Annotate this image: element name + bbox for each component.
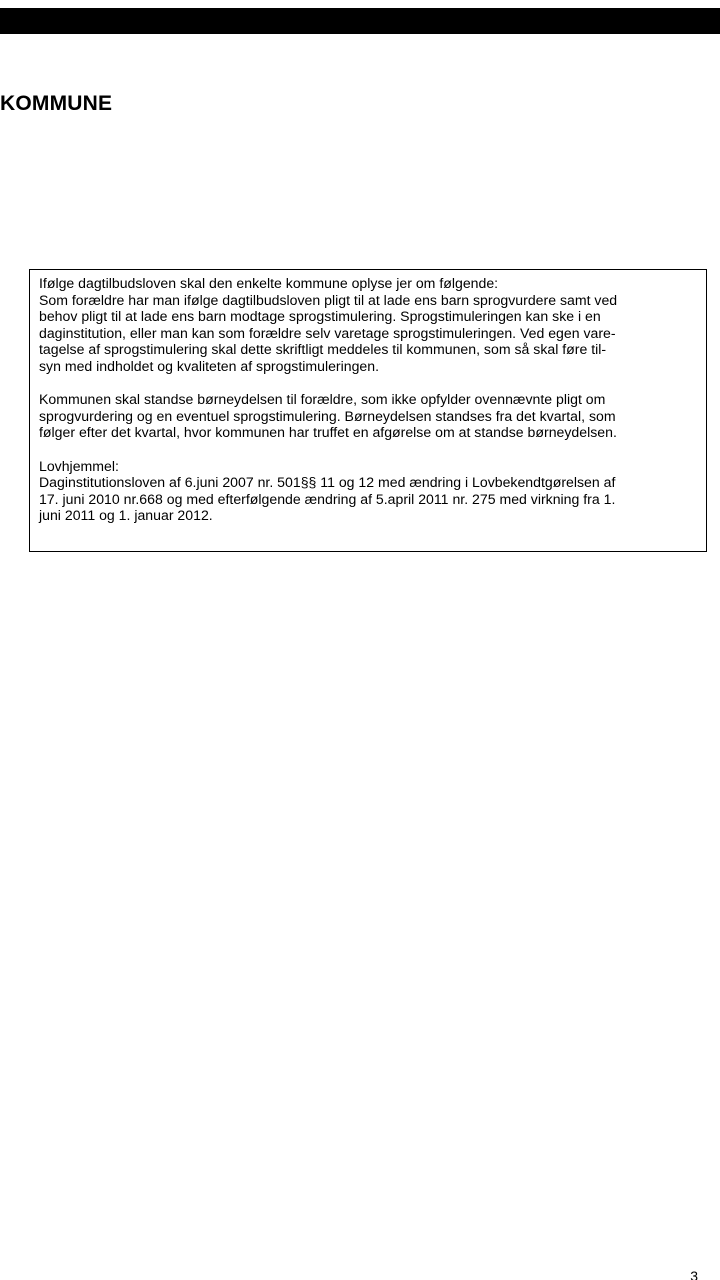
- page-number: 3: [690, 1268, 698, 1280]
- text-line: sprogvurdering og en eventuel sprogstimulering. Børneydelsen standses fra det kvartal, som: [39, 407, 616, 424]
- text-line: tagelse af sprogstimulering skal dette skriftligt meddeles til kommunen, som så skal føre til-: [39, 341, 607, 358]
- text-line: juni 2011 og 1. januar 2012.: [39, 507, 213, 524]
- text-line: Som forældre har man ifølge dagtilbudsloven pligt til at lade ens barn sprogvurdere samt ved: [39, 291, 618, 308]
- benefit-stop-paragraph: [39, 391, 700, 441]
- top-black-bar: [0, 8, 720, 34]
- intro-paragraph: [39, 275, 700, 292]
- text-line: Daginstitutionsloven af 6.juni 2007 nr. 501§§ 11 og 12 med ændring i Lovbekendtgørelsen af: [39, 474, 616, 491]
- text-line: Kommunen skal standse børneydelsen til forældre, som ikke opfylder ovennævnte pligt om: [39, 391, 606, 408]
- intro-line: Ifølge dagtilbudsloven skal den enkelte kommune oplyse jer om følgende:: [39, 275, 499, 291]
- legal-basis-label: Lovhjemmel:: [39, 457, 119, 474]
- text-line: daginstitution, eller man kan som forældre selv varetage sprogstimuleringen. Ved egen vare-: [39, 324, 616, 341]
- text-line: syn med indholdet og kvaliteten af sprogstimuleringen.: [39, 357, 380, 374]
- legal-basis-paragraph: [39, 458, 700, 524]
- text-line: behov pligt til at lade ens barn modtage sprogstimulering. Sprogstimuleringen kan ske i en: [39, 308, 601, 325]
- info-box: [29, 269, 707, 552]
- obligation-paragraph: [39, 292, 700, 375]
- text-line: følger efter det kvartal, hvor kommunen har truffet en afgørelse om at standse børneydelsen.: [39, 424, 617, 441]
- text-line: 17. juni 2010 nr.668 og med efterfølgende ændring af 5.april 2011 nr. 275 med virkning fra 1.: [39, 490, 616, 507]
- page-heading: KOMMUNE: [0, 92, 113, 115]
